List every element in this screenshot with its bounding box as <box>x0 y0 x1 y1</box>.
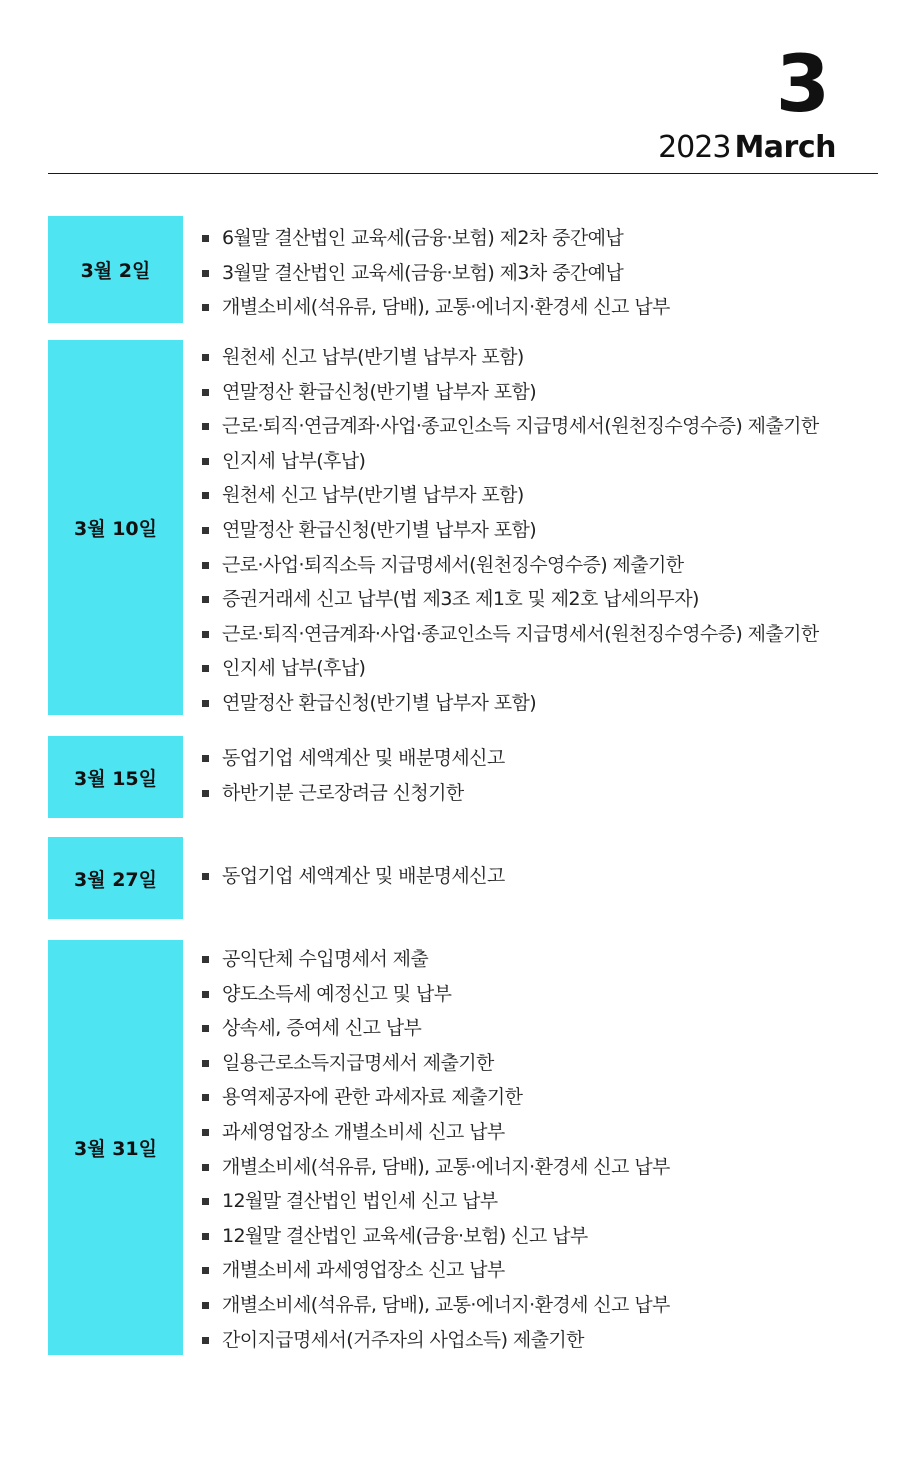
task-item: 근로·퇴직·연금계좌·사업·종교인소득 지급명세서(원천징수영수증) 제출기한 <box>202 409 819 444</box>
schedule-block <box>48 940 888 1355</box>
task-item: 인지세 납부(후납) <box>202 444 819 479</box>
task-list <box>183 736 505 818</box>
task-item: 6월말 결산법인 교육세(금융·보험) 제2차 중간예납 <box>202 221 670 256</box>
year-label: 2023 <box>658 130 731 165</box>
task-item: 근로·퇴직·연금계좌·사업·종교인소득 지급명세서(원천징수영수증) 제출기한 <box>202 617 819 652</box>
task-list <box>183 940 670 1355</box>
date-label: 3월 15일 <box>48 736 183 818</box>
task-item: 원천세 신고 납부(반기별 납부자 포함) <box>202 340 819 375</box>
task-item: 3월말 결산법인 교육세(금융·보험) 제3차 중간예납 <box>202 256 670 291</box>
task-item: 개별소비세 과세영업장소 신고 납부 <box>202 1253 670 1288</box>
tax-schedule <box>48 216 888 1355</box>
month-name-label: March <box>734 130 836 165</box>
task-list <box>183 340 819 715</box>
task-item: 개별소비세(석유류, 담배), 교통·에너지·환경세 신고 납부 <box>202 290 670 325</box>
date-label: 3월 2일 <box>48 216 183 323</box>
task-item: 상속세, 증여세 신고 납부 <box>202 1011 670 1046</box>
task-item: 인지세 납부(후납) <box>202 651 819 686</box>
schedule-block <box>48 216 888 323</box>
task-item: 증권거래세 신고 납부(법 제3조 제1호 및 제2호 납세의무자) <box>202 582 819 617</box>
task-item: 연말정산 환급신청(반기별 납부자 포함) <box>202 686 819 721</box>
date-label: 3월 10일 <box>48 340 183 715</box>
schedule-block <box>48 837 888 919</box>
schedule-block <box>48 340 888 715</box>
task-item: 연말정산 환급신청(반기별 납부자 포함) <box>202 375 819 410</box>
task-item: 간이지급명세서(거주자의 사업소득) 제출기한 <box>202 1323 670 1358</box>
task-item: 공익단체 수입명세서 제출 <box>202 942 670 977</box>
task-item: 개별소비세(석유류, 담배), 교통·에너지·환경세 신고 납부 <box>202 1150 670 1185</box>
task-item: 12월말 결산법인 교육세(금융·보험) 신고 납부 <box>202 1219 670 1254</box>
task-item: 일용근로소득지급명세서 제출기한 <box>202 1046 670 1081</box>
task-item: 동업기업 세액계산 및 배분명세신고 <box>202 859 505 894</box>
task-item: 과세영업장소 개별소비세 신고 납부 <box>202 1115 670 1150</box>
task-item: 12월말 결산법인 법인세 신고 납부 <box>202 1184 670 1219</box>
year-month-label <box>658 130 836 165</box>
schedule-block <box>48 736 888 818</box>
task-list <box>183 837 505 919</box>
date-label: 3월 27일 <box>48 837 183 919</box>
task-item: 하반기분 근로장려금 신청기한 <box>202 776 505 811</box>
task-item: 용역제공자에 관한 과세자료 제출기한 <box>202 1080 670 1115</box>
task-item: 원천세 신고 납부(반기별 납부자 포함) <box>202 478 819 513</box>
task-list <box>183 216 670 323</box>
calendar-header <box>48 0 878 174</box>
task-item: 근로·사업·퇴직소득 지급명세서(원천징수영수증) 제출기한 <box>202 548 819 583</box>
task-item: 양도소득세 예정신고 및 납부 <box>202 977 670 1012</box>
task-item: 연말정산 환급신청(반기별 납부자 포함) <box>202 513 819 548</box>
task-item: 개별소비세(석유류, 담배), 교통·에너지·환경세 신고 납부 <box>202 1288 670 1323</box>
task-item: 동업기업 세액계산 및 배분명세신고 <box>202 741 505 776</box>
month-number: 3 <box>775 40 828 130</box>
date-label: 3월 31일 <box>48 940 183 1355</box>
